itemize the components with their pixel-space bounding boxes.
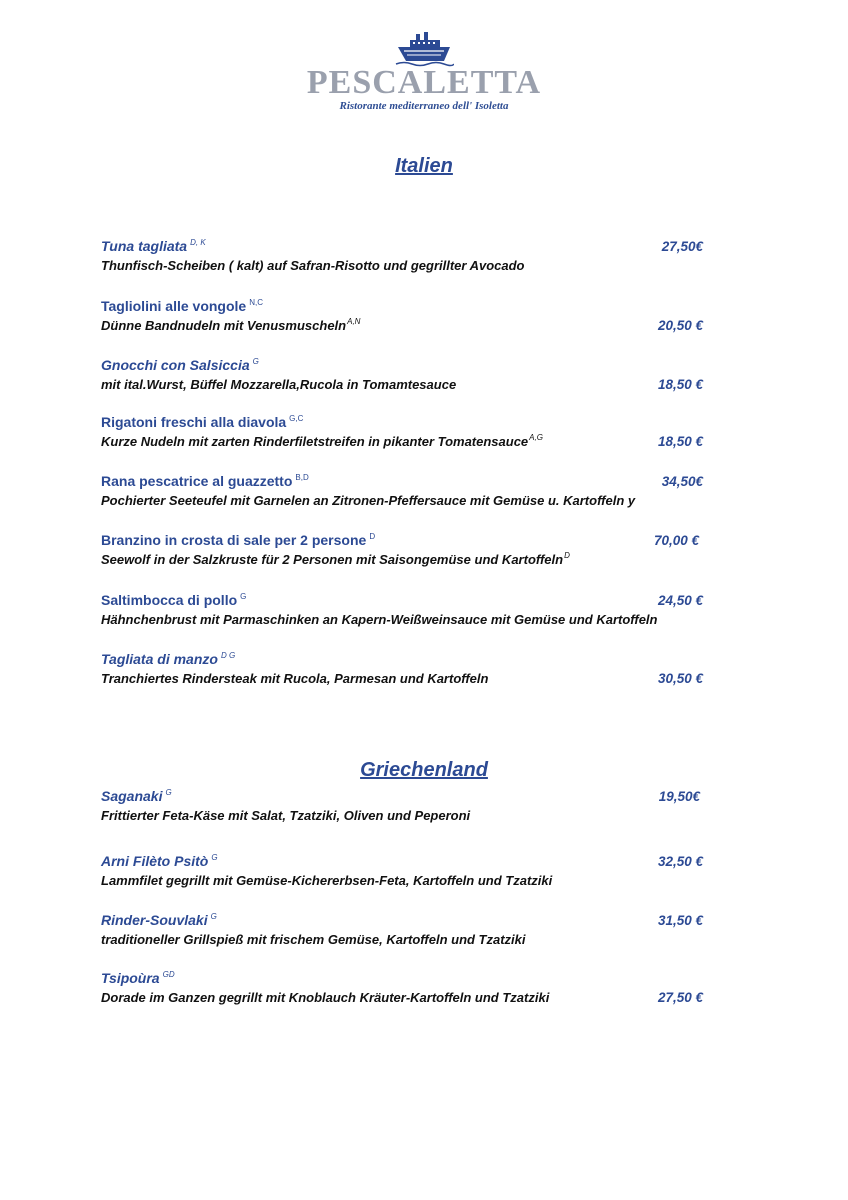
item-price: 24,50 € <box>657 593 703 608</box>
menu-item <box>101 852 711 890</box>
item-name: Tagliolini alle vongole $^{N,C}$ <box>101 298 263 314</box>
item-name: Rinder-Souvlaki $^G$ <box>101 912 217 928</box>
menu-item <box>101 969 711 1007</box>
allergen-codes: D G <box>220 651 236 660</box>
item-price: 18,50 € <box>657 434 703 449</box>
allergen-codes: A,N <box>347 317 361 326</box>
item-description: Frittierter Feta-Käse mit Salat, Tzatziki, Oliven und Peperoni <box>101 808 471 823</box>
item-name: Rana pescatrice al guazzetto $^{B,D}$ <box>101 473 309 489</box>
allergen-codes: G <box>165 788 172 797</box>
section-title-griechenland: Griechenland <box>360 759 488 781</box>
item-price: 31,50 € <box>657 913 703 928</box>
allergen-codes: D, K <box>190 238 206 247</box>
item-price: 34,50€ <box>661 474 703 489</box>
item-name: Saganaki $^G$ <box>101 788 172 804</box>
allergen-codes: G <box>240 592 247 601</box>
item-description: Lammfilet gegrillt mit Gemüse-Kichererbsen-Feta, Kartoffeln und Tzatziki <box>101 873 553 888</box>
allergen-codes: G <box>252 357 259 366</box>
item-description: Seewolf in der Salzkruste für 2 Personen mit Saisongemüse und Kartoffeln$^D$ <box>101 551 570 567</box>
allergen-codes: GD <box>162 970 175 979</box>
item-price: 30,50 € <box>657 671 703 686</box>
menu-item <box>101 237 711 275</box>
item-name: Tagliata di manzo $^{D G}$ <box>101 651 236 667</box>
item-description: Dorade im Ganzen gegrillt mit Knoblauch Kräuter-Kartoffeln und Tzatziki <box>101 990 550 1005</box>
menu-item <box>101 591 711 629</box>
item-description: Pochierter Seeteufel mit Garnelen an Zitronen-Pfeffersauce mit Gemüse u. Kartoffeln y <box>101 493 636 508</box>
restaurant-logo <box>0 30 848 112</box>
item-price: 20,50 € <box>657 318 703 333</box>
menu-item <box>101 356 711 394</box>
item-name: Tuna tagliata $^{D, K}$ <box>101 238 206 254</box>
allergen-codes: D <box>564 551 570 560</box>
menu-item <box>101 472 711 510</box>
item-description: Tranchiertes Rindersteak mit Rucola, Parmesan und Kartoffeln <box>101 671 489 686</box>
allergen-codes: N,C <box>249 298 263 307</box>
allergen-codes: G <box>210 912 217 921</box>
item-description: Hähnchenbrust mit Parmaschinken an Kapern-Weißweinsauce mit Gemüse und Kartoffeln <box>101 612 658 627</box>
brand-name: PESCALETTA <box>306 64 542 101</box>
item-price: 27,50€ <box>661 239 703 254</box>
item-description: Kurze Nudeln mit zarten Rinderfiletstreifen in pikanter Tomatensauce$^{A,G}$ <box>101 433 543 449</box>
allergen-codes: B,D <box>295 473 309 482</box>
allergen-codes: A,G <box>529 433 543 442</box>
section-title-italien: Italien <box>395 155 453 177</box>
item-description: Dünne Bandnudeln mit Venusmuscheln$^{A,N}$ <box>101 317 361 333</box>
item-description: Thunfisch-Scheiben ( kalt) auf Safran-Risotto und gegrillter Avocado <box>101 258 525 273</box>
ship-icon <box>394 30 454 68</box>
item-description: traditioneller Grillspieß mit frischem Gemüse, Kartoffeln und Tzatziki <box>101 932 526 947</box>
allergen-codes: D <box>369 532 376 541</box>
brand-tagline: Ristorante mediterraneo dell' Isoletta <box>339 100 509 112</box>
menu-item <box>101 297 711 335</box>
menu-item <box>101 650 711 688</box>
allergen-codes: G,C <box>289 414 304 423</box>
item-name: Tsipoùra $^{GD}$ <box>101 970 175 986</box>
item-price: 18,50 € <box>657 377 703 392</box>
allergen-codes: G <box>211 853 218 862</box>
item-price: 27,50 € <box>657 990 703 1005</box>
menu-item <box>101 531 711 569</box>
menu-item <box>101 413 711 451</box>
menu-item <box>101 911 711 949</box>
item-price: 32,50 € <box>657 854 703 869</box>
item-description: mit ital.Wurst, Büffel Mozzarella,Rucola in Tomamtesauce <box>101 377 457 392</box>
item-price: 19,50€ <box>658 789 700 804</box>
item-price: 70,00 € <box>653 533 699 548</box>
item-name: Gnocchi con Salsiccia $^G$ <box>101 357 259 373</box>
menu-item <box>101 787 711 825</box>
item-name: Arni Filèto Psitò $^G$ <box>101 853 218 869</box>
item-name: Rigatoni freschi alla diavola $^{G,C}$ <box>101 414 304 430</box>
item-name: Branzino in crosta di sale per 2 persone $^D$ <box>101 532 376 548</box>
item-name: Saltimbocca di pollo $^G$ <box>101 592 247 608</box>
